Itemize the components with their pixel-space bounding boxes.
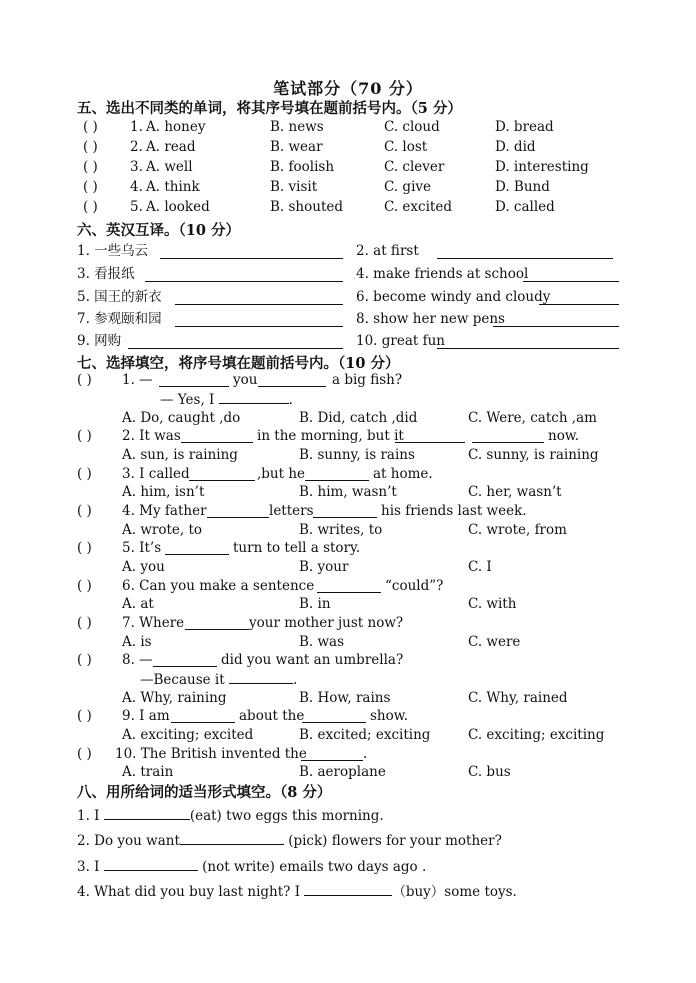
s7-q3-options [122, 482, 682, 502]
question-text: 2. It was [122, 428, 181, 444]
option-b: B. wear [270, 139, 323, 155]
question-text: 5. It’s [122, 540, 162, 556]
answer-paren[interactable]: ( ) [83, 159, 98, 175]
s7-q8-options [122, 688, 682, 708]
answer-paren[interactable]: ( ) [83, 199, 98, 215]
option-b: B. How, rains [299, 690, 391, 706]
s6-left-1: 1. 一些乌云 [77, 243, 149, 259]
answer-line[interactable] [104, 856, 198, 871]
answer-line[interactable] [104, 805, 190, 820]
s5-item-5 [83, 197, 643, 217]
question-text: turn to tell a story. [233, 540, 361, 556]
option-a: A. wrote, to [122, 522, 203, 538]
option-b: B. sunny, is rains [299, 447, 415, 463]
option-b: B. writes, to [299, 522, 383, 538]
answer-line[interactable] [472, 442, 544, 443]
answer-line[interactable] [437, 348, 619, 349]
question-text: 1. — [122, 372, 153, 388]
option-a: A. Why, raining [122, 690, 227, 706]
answer-paren[interactable]: ( ) [77, 708, 92, 724]
answer-line[interactable] [305, 480, 369, 481]
answer-line[interactable] [493, 326, 619, 327]
s7-q4-options [122, 520, 682, 540]
question-text: 9. I am [122, 708, 170, 724]
option-a: A. looked [146, 199, 210, 215]
question-text: a big fish? [332, 372, 403, 388]
answer-line[interactable] [159, 386, 229, 387]
s7-question-6 [77, 576, 677, 596]
s6-right-6: 6. become windy and cloudy [356, 289, 551, 305]
s7-question-3 [77, 464, 677, 484]
option-a: A. is [122, 634, 152, 650]
answer-paren[interactable]: ( ) [77, 615, 92, 631]
answer-line[interactable] [145, 281, 343, 282]
answer-line[interactable] [181, 442, 253, 443]
option-c: C. were [468, 634, 521, 650]
answer-line[interactable] [180, 830, 284, 845]
question-text: (pick) flowers for your mother? [288, 833, 502, 849]
question-text: about the [239, 708, 305, 724]
question-text: （buy）some toys. [392, 884, 517, 900]
answer-paren[interactable]: ( ) [77, 746, 92, 762]
item-number: 4. [130, 179, 143, 195]
s6-left-7: 7. 参观颐和园 [77, 311, 162, 327]
question-text: ,but he [257, 466, 306, 482]
option-c: C. lost [384, 139, 428, 155]
question-text: —Because it [140, 672, 225, 688]
option-d: D. bread [495, 119, 554, 135]
s6-right-2: 2. at first [356, 243, 419, 259]
s7-q6-options [122, 594, 682, 614]
answer-line[interactable] [313, 517, 377, 518]
s6-right-10: 10. great fun [356, 333, 445, 349]
option-c: C. with [468, 596, 517, 612]
s8-sentence-2 [77, 830, 502, 850]
question-text: 4. My father [122, 503, 207, 519]
s7-q10-options [122, 762, 682, 782]
option-a: A. him, isn’t [122, 484, 205, 500]
answer-line[interactable] [185, 629, 249, 630]
item-number: 5. [130, 199, 143, 215]
option-b: B. your [299, 559, 349, 575]
option-a: A. read [146, 139, 196, 155]
answer-line[interactable] [165, 554, 229, 555]
option-c: C. sunny, is raining [468, 447, 599, 463]
option-b: B. in [299, 596, 331, 612]
option-b: B. visit [270, 179, 318, 195]
option-b: B. was [299, 634, 345, 650]
question-text: — Yes, I [160, 392, 215, 408]
option-b: B. Did, catch ,did [299, 410, 418, 426]
item-number: 2. [130, 139, 143, 155]
answer-line[interactable] [437, 258, 613, 259]
option-a: A. Do, caught ,do [122, 410, 241, 426]
option-c: C. her, wasn’t [468, 484, 562, 500]
s8-sentence-3 [77, 856, 426, 876]
answer-line[interactable] [523, 281, 619, 282]
question-text: 6. Can you make a sentence [122, 578, 315, 594]
s5-item-4 [83, 177, 643, 197]
option-d: D. did [495, 139, 536, 155]
answer-line[interactable] [219, 389, 289, 404]
question-text: . [363, 746, 368, 762]
question-text: in the morning, but it [257, 428, 404, 444]
s7-question-8 [77, 650, 677, 670]
s5-item-1 [83, 117, 643, 137]
option-c: C. Why, rained [468, 690, 568, 706]
answer-line[interactable] [258, 386, 326, 387]
question-text: 3. I [77, 859, 100, 875]
option-a: A. exciting; excited [122, 727, 254, 743]
question-text: “could”? [385, 578, 444, 594]
question-text: . [292, 672, 298, 688]
s8-sentence-1 [77, 805, 384, 825]
answer-line[interactable] [539, 304, 619, 305]
option-c: C. bus [468, 764, 511, 780]
s5-item-2 [83, 137, 643, 157]
question-text: 4. What did you buy last night? I [77, 884, 301, 900]
question-text: (not write) emails two days ago . [202, 859, 427, 875]
answer-line[interactable] [171, 722, 235, 723]
option-c: C. excited [384, 199, 452, 215]
option-b: B. shouted [270, 199, 344, 215]
answer-line[interactable] [128, 348, 343, 349]
question-text: did you want an umbrella? [221, 652, 404, 668]
s6-left-3: 3. 看报纸 [77, 266, 135, 282]
question-text: your mother just now? [249, 615, 404, 631]
option-c: C. wrote, from [468, 522, 567, 538]
question-text: his friends last week. [381, 503, 527, 519]
answer-paren[interactable]: ( ) [77, 503, 92, 519]
option-b: B. foolish [270, 159, 335, 175]
section6-heading: 六、英汉互译。（10 分） [77, 222, 240, 239]
s7-question-5 [77, 538, 677, 558]
answer-line[interactable] [304, 881, 392, 896]
question-text: 10. The British invented the [115, 746, 307, 762]
question-text: 7. Where [122, 615, 185, 631]
option-b: B. excited; exciting [299, 727, 431, 743]
answer-paren[interactable]: ( ) [77, 428, 92, 444]
answer-line[interactable] [317, 592, 381, 593]
question-text: . [288, 392, 293, 408]
answer-line[interactable] [207, 517, 269, 518]
option-a: A. honey [146, 119, 206, 135]
option-d: D. interesting [495, 159, 589, 175]
s7-q9-options [122, 725, 682, 745]
s6-right-4: 4. make friends at school [356, 266, 529, 282]
answer-paren[interactable]: ( ) [77, 652, 92, 668]
option-b: B. aeroplane [299, 764, 386, 780]
option-a: A. well [146, 159, 193, 175]
s7-q2-options [122, 445, 682, 465]
s7-question-9 [77, 706, 677, 726]
answer-line[interactable] [395, 442, 465, 443]
answer-paren[interactable]: ( ) [83, 179, 98, 195]
s7-question-7 [77, 613, 677, 633]
s7-question-2 [77, 426, 677, 446]
answer-paren[interactable]: ( ) [83, 139, 98, 155]
option-a: A. you [122, 559, 165, 575]
question-text: at home. [373, 466, 433, 482]
option-a: A. train [122, 764, 174, 780]
answer-line[interactable] [302, 722, 366, 723]
s6-left-5: 5. 国王的新衣 [77, 289, 162, 305]
question-text: show. [370, 708, 408, 724]
answer-paren[interactable]: ( ) [77, 466, 92, 482]
section8-heading: 八、用所给词的适当形式填空。（8 分） [77, 784, 332, 801]
s7-q1-reply [160, 389, 293, 409]
answer-line[interactable] [229, 669, 293, 684]
option-d: D. called [495, 199, 555, 215]
question-text: 8. — [122, 652, 153, 668]
answer-line[interactable] [175, 304, 343, 305]
s7-q7-options [122, 632, 682, 652]
section5-heading: 五、选出不同类的单词，将其序号填在题前括号内。（5 分） [77, 100, 462, 117]
question-text: 1. I [77, 808, 100, 824]
s5-item-3 [83, 157, 643, 177]
question-text: you [233, 372, 258, 388]
s7-q8-reply [140, 669, 297, 689]
question-text: 2. Do you want [77, 833, 180, 849]
s7-question-4 [77, 501, 677, 521]
question-text: 3. I called [122, 466, 190, 482]
item-number: 1. [130, 119, 143, 135]
option-c: C. cloud [384, 119, 440, 135]
question-text: (eat) two eggs this morning. [189, 808, 384, 824]
option-b: B. news [270, 119, 324, 135]
answer-paren[interactable]: ( ) [77, 578, 92, 594]
answer-line[interactable] [301, 760, 363, 761]
option-c: C. exciting; exciting [468, 727, 605, 743]
s7-question-1 [77, 370, 677, 390]
option-b: B. him, wasn’t [299, 484, 397, 500]
option-a: A. think [146, 179, 200, 195]
s6-right-8: 8. show her new pens [356, 311, 505, 327]
section7-heading: 七、选择填空，将序号填在题前括号内。（10 分） [77, 355, 400, 372]
s7-q5-options [122, 557, 682, 577]
s8-sentence-4 [77, 881, 517, 901]
answer-paren[interactable]: ( ) [77, 540, 92, 556]
s6-left-9: 9. 网购 [77, 333, 122, 349]
answer-line[interactable] [189, 480, 255, 481]
item-number: 3. [130, 159, 143, 175]
answer-line[interactable] [175, 326, 343, 327]
question-text: letters [269, 503, 314, 519]
option-c: C. give [384, 179, 432, 195]
option-d: D. Bund [495, 179, 550, 195]
question-text: now. [548, 428, 580, 444]
page-title: 笔试部分（70 分） [273, 79, 423, 98]
option-a: A. sun, is raining [122, 447, 238, 463]
answer-line[interactable] [160, 258, 343, 259]
option-c: C. Were, catch ,am [468, 410, 597, 426]
option-c: C. clever [384, 159, 445, 175]
option-a: A. at [122, 596, 154, 612]
option-c: C. I [468, 559, 492, 575]
answer-paren[interactable]: ( ) [83, 119, 98, 135]
s7-question-10 [77, 744, 677, 764]
s7-q1-options [122, 408, 682, 428]
answer-line[interactable] [153, 666, 217, 667]
answer-paren[interactable]: ( ) [77, 372, 92, 388]
